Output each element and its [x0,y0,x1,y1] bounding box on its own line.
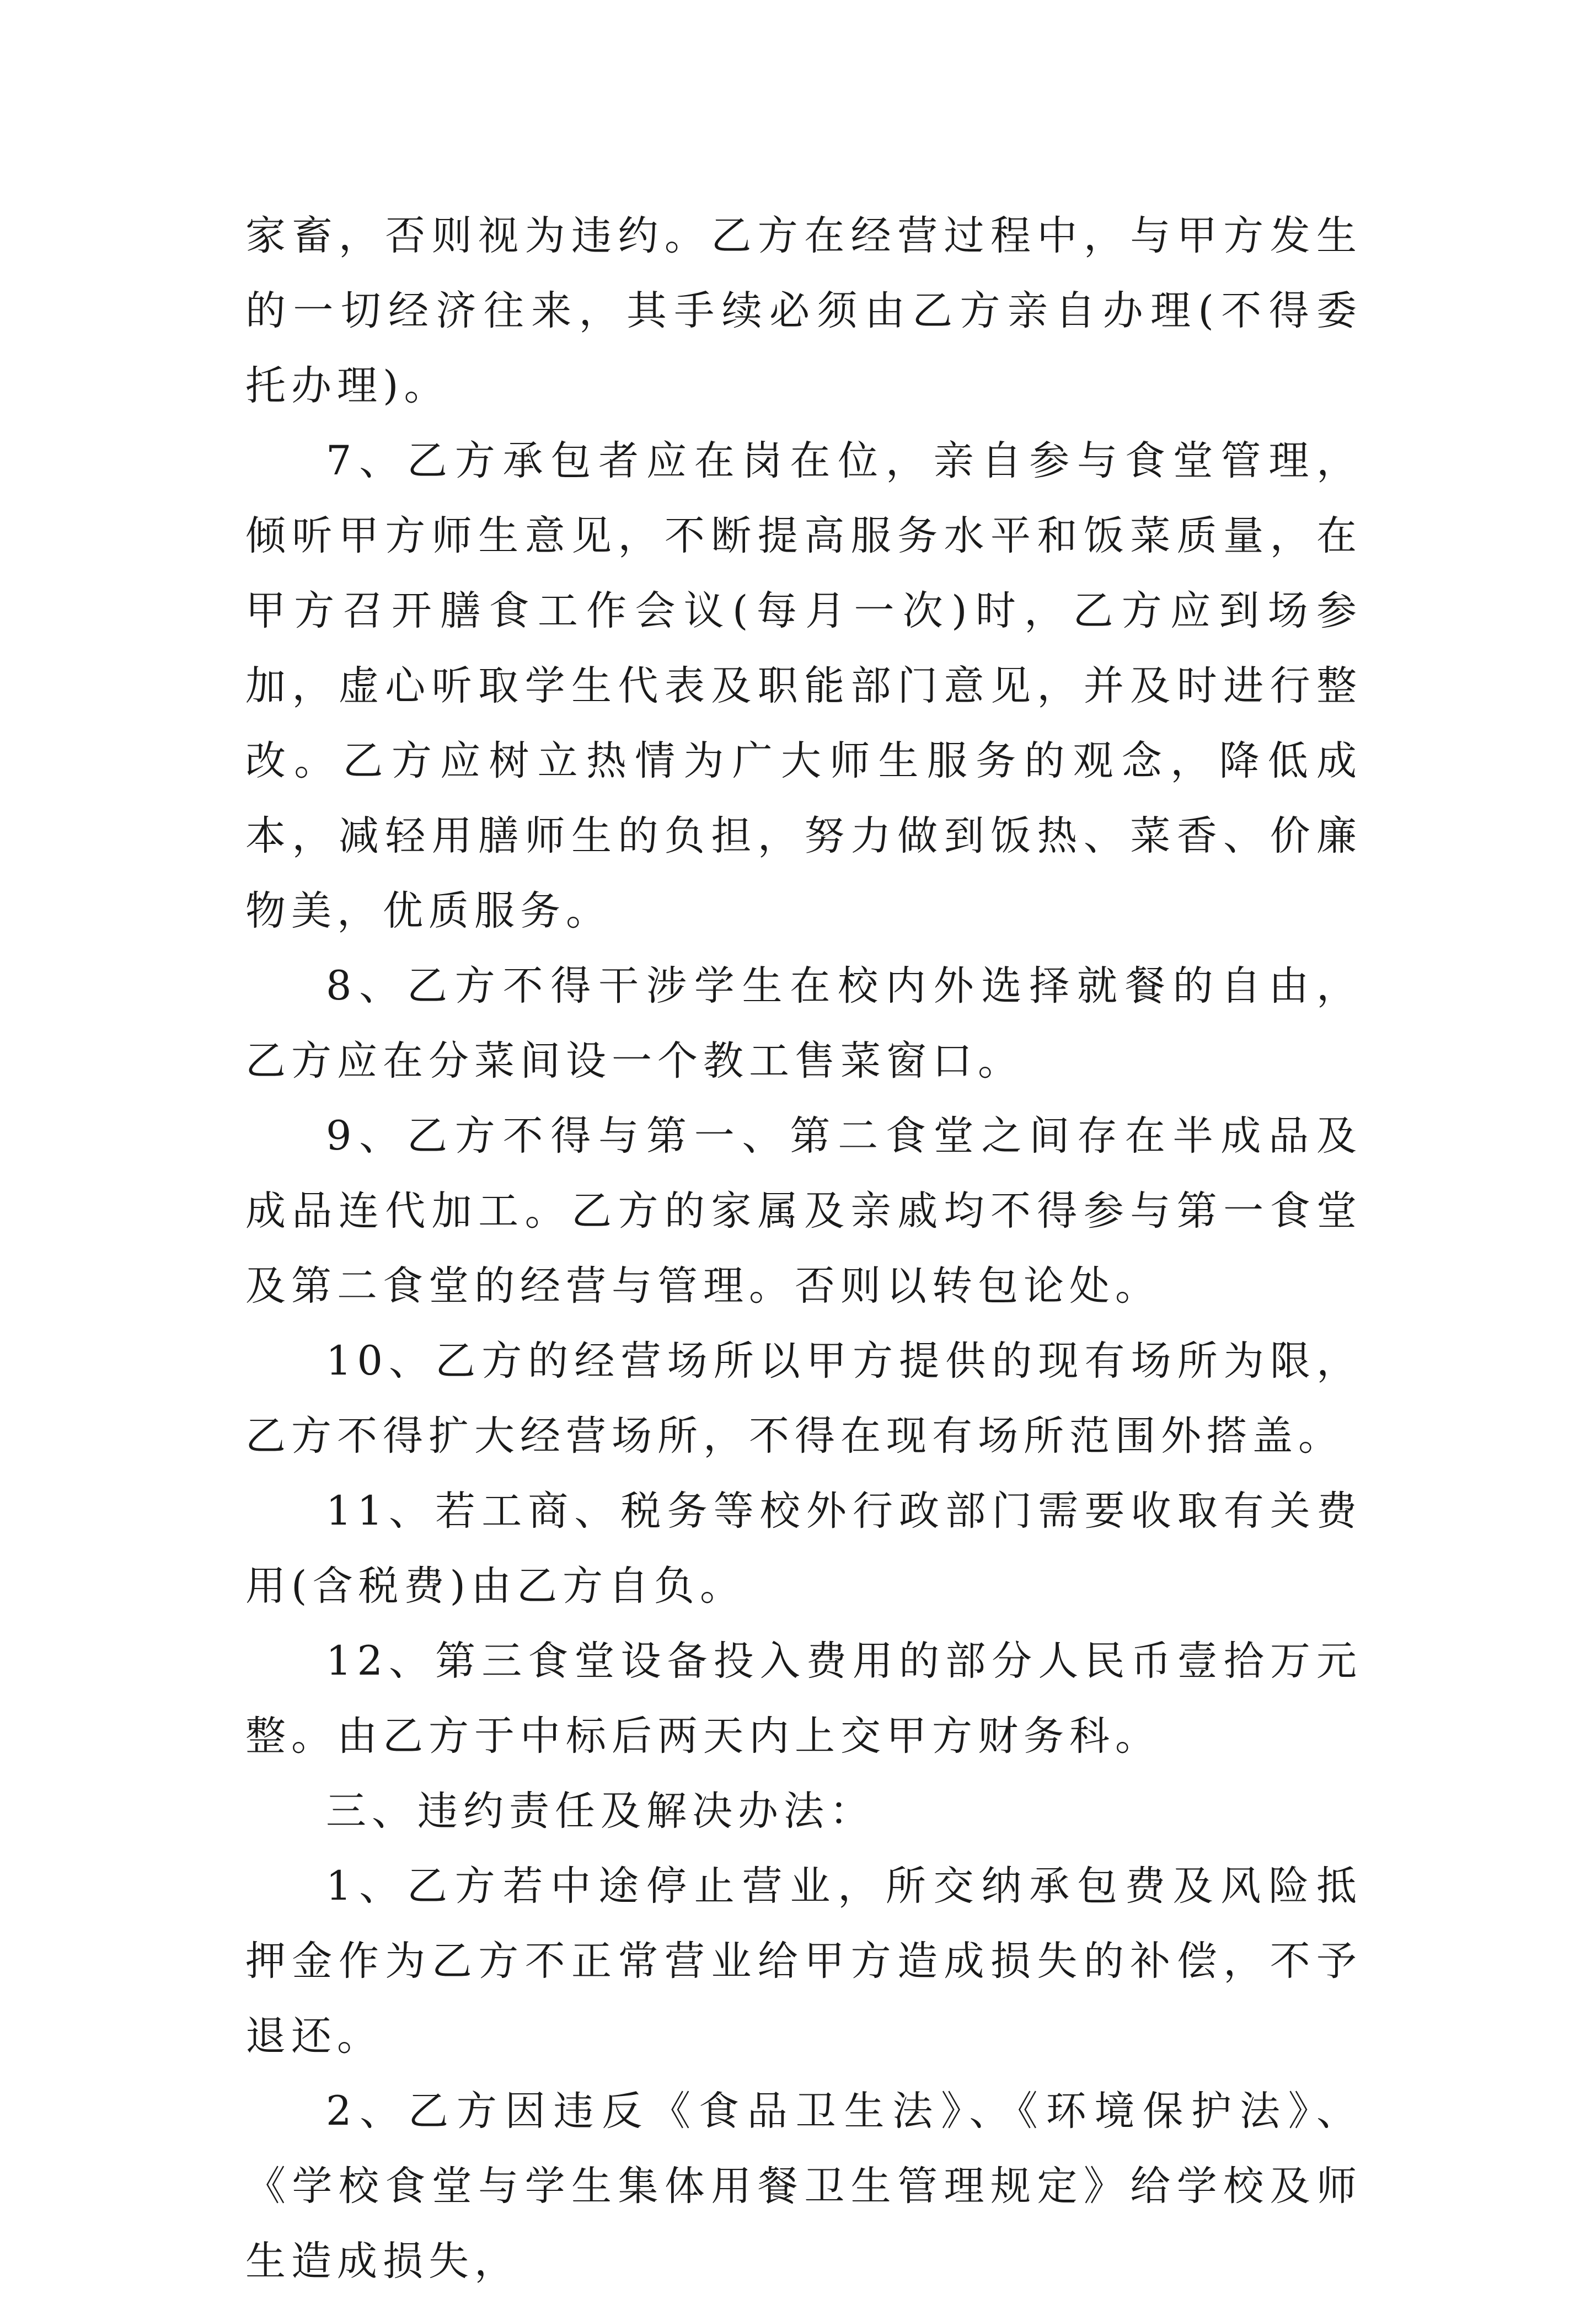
paragraph-8: 1、乙方若中途停止营业，所交纳承包费及风险抵押金作为乙方不正常营业给甲方造成损失的补偿，不予退还。 [245,1863,1362,2060]
paragraph-2: 7、乙方承包者应在岗在位，亲自参与食堂管理，倾听甲方师生意见，不断提高服务水平和饭菜质量，在甲方召开膳食工作会议(每月一次)时，乙方应到场参加，虚心听取学生代表及职能部门意见，并及时进行整改。乙方应树立热情为广大师生服务的观念，降低成本，减轻用膳师生的负担，努力做到饭热、菜香、价廉物美，优质服务。 [245,437,1362,934]
paragraph-9: 2、乙方因违反《食品卫生法》、《环境保护法》、《学校食堂与学生集体用餐卫生管理规定》给学校及师生造成损失， [245,2088,1362,2285]
paragraph-6: 11、若工商、税务等校外行政部门需要收取有关费用(含税费)由乙方自负。 [245,1488,1362,1610]
document-body [245,199,1362,2299]
paragraph-1: 家畜，否则视为违约。乙方在经营过程中，与甲方发生的一切经济往来，其手续必须由乙方亲自办理(不得委托办理)。 [245,212,1362,409]
section-heading: 三、违约责任及解决办法： [326,1788,875,1835]
paragraph-7: 12、第三食堂设备投入费用的部分人民币壹拾万元整。由乙方于中标后两天内上交甲方财务科。 [245,1638,1362,1760]
paragraph-5: 10、乙方的经营场所以甲方提供的现有场所为限，乙方不得扩大经营场所，不得在现有场所范围外搭盖。 [245,1338,1362,1459]
paragraph-4: 9、乙方不得与第一、第二食堂之间存在半成品及成品连代加工。乙方的家属及亲戚均不得参与第一食堂及第二食堂的经营与管理。否则以转包论处。 [245,1113,1362,1309]
paragraph-3: 8、乙方不得干涉学生在校内外选择就餐的自由，乙方应在分菜间设一个教工售菜窗口。 [245,963,1362,1084]
